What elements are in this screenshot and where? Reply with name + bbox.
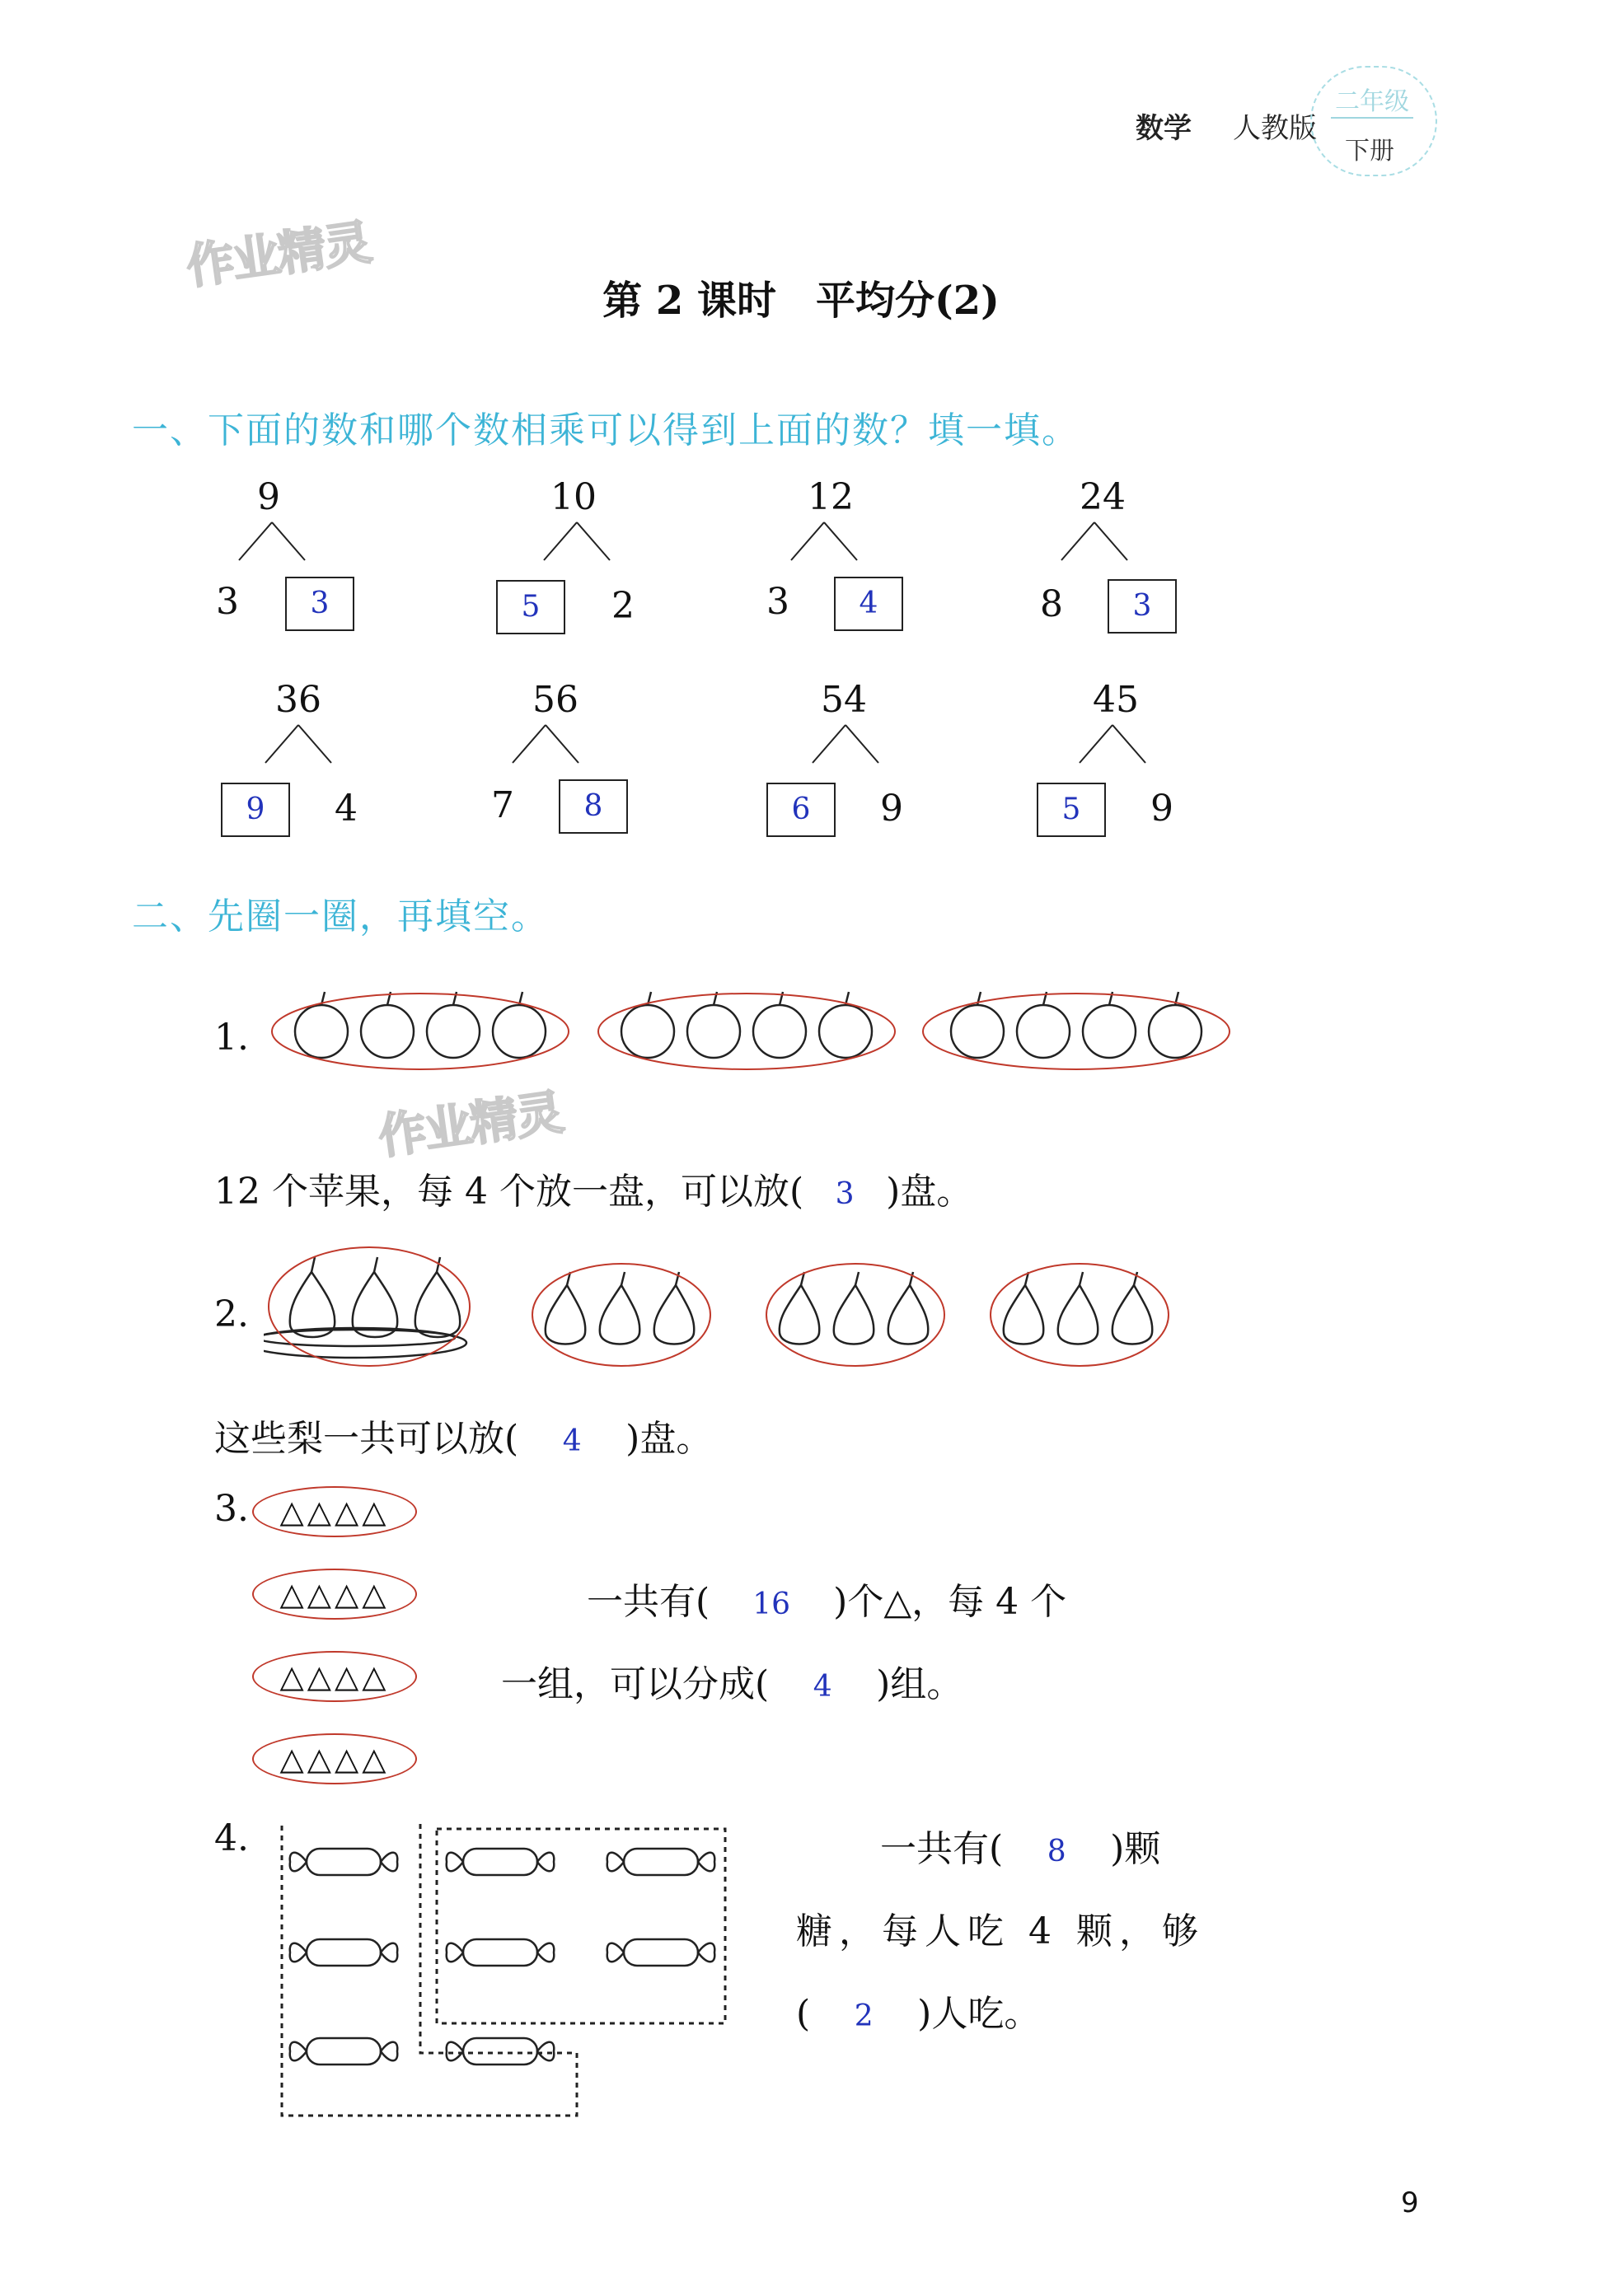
question-number: 4. — [214, 1817, 249, 1859]
candy-icon — [607, 1849, 715, 1875]
question-number: 1. — [214, 1017, 249, 1059]
q4-answer-total[interactable]: 8 — [1047, 1835, 1066, 1868]
tree-branches — [783, 519, 865, 568]
watermark-middle: 作业精灵 — [375, 1083, 566, 1166]
q4-line2: 糖，每人吃 4 颗，够 — [796, 1910, 1205, 1952]
answer-circle — [272, 994, 569, 1069]
candy-icon — [447, 1939, 555, 1966]
q1-text-before: 12 个苹果，每 4 个放一盘，可以放( — [214, 1171, 804, 1213]
q1-text-after: )盘。 — [886, 1171, 973, 1213]
apple-icon — [621, 992, 674, 1058]
apple-icon — [361, 992, 414, 1058]
q4-text-before: ( — [796, 1993, 811, 2035]
q3-text-before: 一共有( — [587, 1581, 710, 1623]
candy-icon — [447, 1849, 555, 1875]
q4-answer-people[interactable]: 2 — [854, 1999, 874, 2033]
tree-factor: 2 — [611, 585, 635, 627]
triangle-group: △△△△ — [252, 1569, 417, 1620]
apple-icon — [493, 992, 546, 1058]
candy-icon — [290, 2038, 398, 2065]
tree-product: 45 — [1093, 679, 1139, 721]
q4-text-after: )人吃。 — [917, 1993, 1041, 2035]
apple-icon — [687, 992, 740, 1058]
apple-icon — [1017, 992, 1070, 1058]
q2-text-before: 这些梨一共可以放( — [214, 1418, 519, 1460]
q3-text-after: )组。 — [876, 1663, 963, 1705]
pear-icon — [888, 1272, 928, 1344]
tree-branches — [1053, 519, 1136, 568]
answer-circle — [991, 1264, 1169, 1366]
tree-factor: 9 — [1150, 788, 1173, 830]
pear-icon — [600, 1272, 639, 1344]
answer-box[interactable]: 6 — [766, 783, 836, 837]
q3-answer-groups[interactable]: 4 — [813, 1670, 832, 1704]
grade-divider — [1331, 117, 1413, 119]
section2-heading: 二、先圈一圈，再填空。 — [132, 895, 549, 938]
candy-icon — [290, 1849, 398, 1875]
header-edition: 人教版 — [1233, 112, 1317, 145]
tree-factor: 3 — [766, 581, 789, 623]
q3-line1 — [587, 1572, 1066, 1625]
tree-branches — [804, 722, 887, 771]
q2-text-after: )盘。 — [625, 1418, 713, 1460]
tree-product: 10 — [550, 476, 597, 518]
volume-label: 下册 — [1345, 137, 1394, 166]
q1-sentence — [214, 1162, 972, 1214]
q1-answer[interactable]: 3 — [835, 1177, 855, 1211]
q3-text-before: 一组，可以分成( — [501, 1663, 770, 1705]
answer-box[interactable]: 5 — [496, 580, 565, 634]
answer-box[interactable]: 9 — [221, 783, 290, 837]
tree-branches — [1071, 722, 1154, 771]
pear-icon — [1112, 1272, 1152, 1344]
answer-circle — [923, 994, 1230, 1069]
tree-product: 12 — [808, 476, 854, 518]
apple-icon — [753, 992, 806, 1058]
q4-text-after: )颗 — [1110, 1828, 1161, 1870]
pear-icon — [834, 1272, 874, 1344]
tree-factor: 4 — [335, 788, 358, 830]
q3-text-after: )个△，每 4 个 — [833, 1581, 1067, 1623]
pear-icon — [290, 1257, 335, 1337]
apple-icon — [295, 992, 348, 1058]
tree-product: 9 — [257, 476, 280, 518]
pear-icon — [654, 1272, 694, 1344]
candy-icon — [290, 1939, 398, 1966]
triangle-group: △△△△ — [252, 1733, 417, 1784]
q3-answer-total[interactable]: 16 — [752, 1588, 791, 1621]
tree-factor: 7 — [491, 784, 514, 826]
q2-sentence — [214, 1409, 712, 1461]
question-number: 3. — [214, 1488, 249, 1530]
tree-factor: 3 — [216, 581, 239, 623]
pear-icon — [415, 1257, 460, 1337]
tree-branches — [536, 519, 618, 568]
q2-answer[interactable]: 4 — [562, 1424, 582, 1458]
answer-box[interactable]: 3 — [1108, 579, 1177, 634]
triangle-group: △△△△ — [252, 1651, 417, 1702]
watermark-top: 作业精灵 — [183, 213, 374, 296]
candy-icon — [447, 2038, 555, 2065]
tree-factor: 8 — [1040, 583, 1063, 625]
page-number: 9 — [1401, 2186, 1419, 2219]
answer-circle — [766, 1264, 944, 1366]
apple-icon — [1083, 992, 1136, 1058]
apple-groups-illustration — [264, 972, 1236, 1087]
answer-box[interactable]: 4 — [834, 577, 903, 631]
pear-icon — [353, 1257, 397, 1337]
apple-icon — [427, 992, 480, 1058]
tree-factor: 9 — [880, 788, 903, 830]
tree-product: 56 — [532, 679, 578, 721]
apple-icon — [819, 992, 872, 1058]
tree-branches — [504, 722, 587, 771]
candy-groups-illustration — [272, 1821, 742, 2117]
section1-heading: 一、下面的数和哪个数相乘可以得到上面的数？填一填。 — [132, 409, 1080, 451]
lesson-title: 第 2 课时 平均分(2) — [602, 278, 1000, 324]
answer-box[interactable]: 8 — [559, 779, 628, 834]
candy-icon — [607, 1939, 715, 1966]
q3-line2 — [501, 1654, 963, 1707]
answer-circle — [269, 1247, 470, 1366]
pear-groups-illustration — [264, 1236, 1203, 1384]
answer-box[interactable]: 3 — [285, 577, 354, 631]
tree-branches — [257, 722, 340, 771]
header-subject: 数学 — [1136, 112, 1192, 145]
q4-text-before: 一共有( — [880, 1828, 1004, 1870]
answer-circle — [598, 994, 895, 1069]
tree-product: 36 — [275, 679, 321, 721]
question-number: 2. — [214, 1293, 249, 1335]
triangle-group: △△△△ — [252, 1486, 417, 1537]
tree-product: 24 — [1080, 476, 1126, 518]
q4-line1 — [880, 1819, 1160, 1872]
answer-box[interactable]: 5 — [1037, 783, 1106, 837]
tree-product: 54 — [821, 679, 867, 721]
pear-icon — [1058, 1272, 1098, 1344]
q4-line3 — [796, 1984, 1040, 2036]
answer-circle — [532, 1264, 710, 1366]
grade-label: 二年级 — [1335, 87, 1409, 116]
tree-branches — [231, 519, 313, 568]
